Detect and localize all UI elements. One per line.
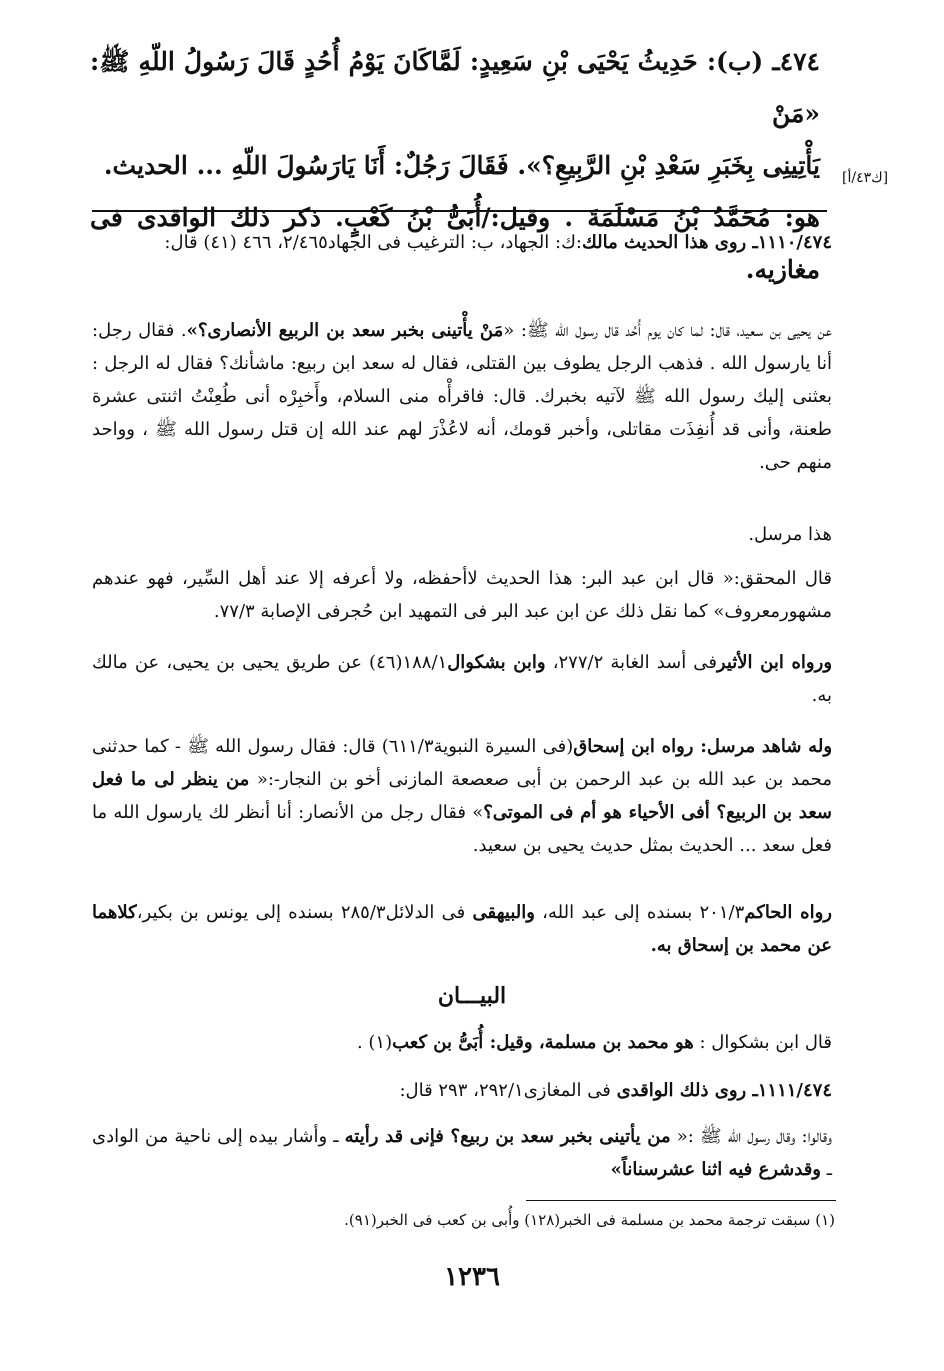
source-name: وله شاهد مرسل: رواه ابن إسحاق [573, 736, 833, 757]
hadith-text-intro: وقالوا: وقال رسول الله ﷺ :« [670, 1126, 832, 1147]
hadith-number: ١١١٠/٤٧٤ـ روى هذا الحديث مالك [581, 232, 832, 253]
footnote-marker: (١) . [356, 1032, 393, 1053]
hadith-quote: مَنْ يأْتينى بخبر سعد بن الربيع الأنصارى؟» [186, 320, 504, 341]
source-citation: :ك: الجهاد، ب: الترغيب فى الجهاد٢/٤٦٥، ٤٦٦ (٤١) قال: [164, 232, 582, 253]
paragraph-waqidi-text [92, 1120, 832, 1186]
attribution: قال ابن بشكوال : [693, 1032, 832, 1053]
hadith-text-intro: عن يحيى بن سعيد، قال: لما كان يوم أُحُد قال رسول الله ﷺ: « [503, 320, 833, 341]
paragraph-ibn-athir [92, 646, 832, 712]
source-ref: (فى السيرة النبوية٦١١/٣) قال: فقال رسول الله ﷺ - كما حدثنى محمد بن عبد الله بن عبد الرحمن بن أبى صعصعة المازنى أخو بن النجار-:« [92, 736, 833, 790]
hadith-quote: وقدشرع فيه اثنا عشرسناناً» [610, 1159, 821, 1180]
source-summary: كلاهما عن محمد بن إسحاق به. [92, 902, 832, 956]
main-line-2: يَأْتِينِى بِخَبَرِ سَعْدِ بْنِ الرَّبِيعِ؟». فَقَالَ رَجُلٌ: أَنَا يَارَسُولَ اللّهِ ... الحديث. [103, 151, 820, 180]
footnote: (١) سبقت ترجمة محمد بن مسلمة فى الخبر(١٢٨) وأُبى بن كعب فى الخبر(٩١). [344, 1211, 835, 1229]
hadith-text-body: » فقال رجل من الأنصار: أنا أنظر لك يارسول الله ما فعل سعد ... الحديث بمثل حديث يحيى بن سعيد. [92, 802, 832, 856]
paragraph-hakim [92, 896, 832, 962]
source-ref: ١٨٨/١(٤٦) عن طريق يحيى بن يحيى، عن مالك به. [92, 652, 832, 706]
paragraph-bashkuwal [280, 1026, 832, 1059]
paragraph-hadith-text [92, 314, 832, 479]
paragraph-editor-note [92, 562, 832, 628]
editor-citation: » كما نقل ذلك عن ابن عبد البر فى التمهيد ابن حُجرفى الإصابة ٧٧/٣. [213, 601, 725, 622]
identification: هو محمد بن مسلمة، وقيل: أُبَىُّ بن كعب [392, 1032, 694, 1053]
main-line-1: ٤٧٤ـ (ب): حَدِيثُ يَحْيَى بْنِ سَعِيدٍ: لَمَّاكَانَ يَوْمُ أُحُدٍ قَالَ رَسُولُ اللّهِ ﷺ: «مَنْ [90, 47, 820, 128]
paragraph-waqidi [300, 1074, 832, 1107]
paragraph-shahid [92, 730, 832, 862]
hadith-number: ١١١١/٤٧٤ـ روى ذلك الواقدى [616, 1080, 832, 1101]
source-name: وابن بشكوال [447, 652, 546, 673]
paragraph-malik-narration [92, 226, 832, 259]
source-name: رواه الحاكم [744, 902, 832, 923]
source-ref: ٢٠١/٣ بسنده إلى عبد الله، [534, 902, 745, 923]
source-name: ورواه ابن الأثير [716, 652, 833, 673]
section-divider [92, 210, 827, 212]
hadith-text-body: . فقال رجل: أنا يارسول الله . فذهب الرجل يطوف بين القتلى، فقال له سعد ابن ربيع: ماشأنك؟ فقال له الرجل : بعثنى إليك رسول الله ﷺ لآتيه بخبرك. قال: فاقرأْه منى السلام، وأَخبِرْه أنى طُعِنْتُ اثنتى عشرة طعنة، وأنى قد أُنفِذَت مقاتلى، وأخبر قومك، أنه لاعُذْرَ لهم عند الله إن قتل رسول الله ﷺ ، وواحد منهم حى. [92, 320, 832, 473]
manuscript-margin-reference: [ك٤٣/أ] [842, 170, 889, 186]
section-heading: البيـــان [437, 983, 507, 1009]
source-ref: فى أسد الغابة ٢٧٧/٢، [545, 652, 717, 673]
hadith-quote: من ينظر لى ما فعل سعد بن الربيع؟ أفى الأحياء هو أم فى الموتى؟ [92, 769, 833, 823]
hadith-quote: من يأتينى بخبر سعد بن ربيع؟ فإنى قد رأيته [344, 1126, 671, 1147]
editor-quote: قال المحقق:« قال ابن عبد البر: هذا الحديث لاأحفظه، ولا أعرفه إلا عند أهل السِّير، فهو عندهم مشهورمعروف [92, 568, 832, 622]
source-ref: فى المغازى٢٩٢/١، ٢٩٣ قال: [399, 1080, 617, 1101]
main-line-3: هو: مُحَمَّدُ بْنُ مَسْلَمَةَ . وقيل:/أُبَىُّ بْنُ كَعْبٍ. ذكر ذلك الواقدى فى مغازيه. [90, 203, 820, 284]
source-ref: فى الدلائل٢٨٥/٣ بسنده إلى يونس بن بكير، [136, 902, 473, 923]
page-number: ١٢٣٦ [444, 1262, 500, 1292]
footnote-divider [526, 1200, 836, 1201]
source-name: والبيهقى [472, 902, 535, 923]
hadith-text-body: ـ وأشار بيده إلى ناحية من الوادى ـ [92, 1126, 832, 1180]
paragraph-mursal: هذا مرسل. [748, 524, 832, 545]
